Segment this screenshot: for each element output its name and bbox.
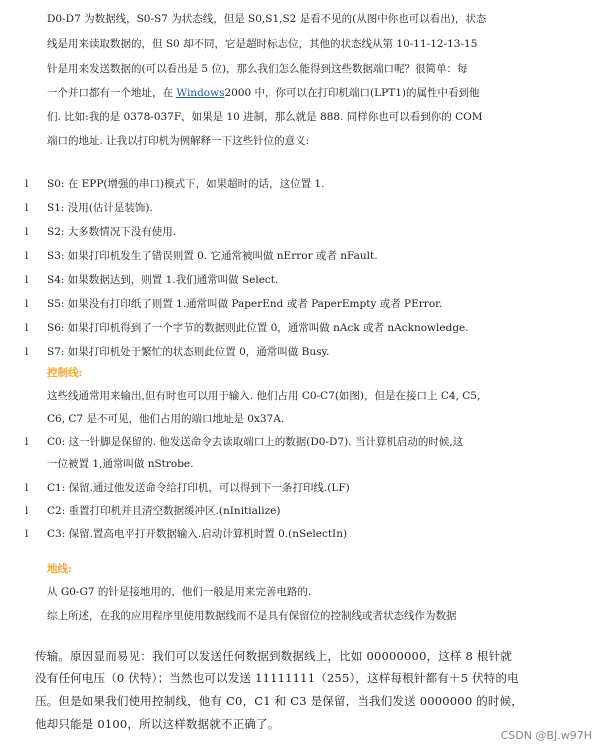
control-item-c3: C3: 保留.置高电平打开数据输入.启动计算机时置 0.(nSelectIn) bbox=[47, 528, 348, 540]
intro-line-4-post: 2000 中，你可以在打印机端口(LPT1)的属性中看到他 bbox=[224, 87, 480, 99]
intro-line-5: 们. 比如:我的是 0378-037F，如果是 10 进制，那么就是 888. 同样你也可以看到你的 COM bbox=[47, 111, 483, 123]
bullet: l bbox=[25, 436, 29, 448]
bullet: l bbox=[25, 505, 29, 517]
intro-line-4 bbox=[47, 86, 479, 100]
status-item-s2: S2: 大多数情况下没有使用. bbox=[47, 226, 177, 238]
control-item-c0-line-2: 一位被置 1,通常叫做 nStrobe. bbox=[47, 458, 194, 470]
bullet: l bbox=[25, 528, 29, 540]
intro-line-6: 端口的地址. 让我以打印机为例解释一下这些针位的意义: bbox=[47, 135, 310, 147]
windows-link[interactable]: Windows bbox=[176, 87, 225, 99]
ground-desc: 从 G0-G7 的针是接地用的，他们一般是用来完善电路的. bbox=[47, 586, 312, 598]
intro-line-1: D0-D7 为数据线，S0-S7 为状态线，但是 S0,S1,S2 是看不见的(从图中你也可以看出)，状态 bbox=[47, 13, 487, 25]
transfer-line-1: 传输。原因显而易见：我们可以发送任何数据到数据线上，比如 00000000，这样 8 根针就 bbox=[35, 649, 513, 663]
intro-line-3: 针是用来发送数据的(可以看出是 5 位)，那么我们怎么能得到这些数据端口呢？很简单：每 bbox=[47, 63, 468, 75]
transfer-line-4: 他却只能是 0100，所以这样数据就不正确了。 bbox=[35, 717, 280, 731]
status-item-s4: S4: 如果数据达到，则置 1.我们通常叫做 Select. bbox=[47, 274, 279, 286]
control-item-c0-line-1: C0: 这一针脚是保留的. 他发送命令去读取端口上的数据(D0-D7). 当计算机启动的时候,这 bbox=[47, 436, 464, 448]
bullet: l bbox=[25, 322, 29, 334]
status-item-s3: S3: 如果打印机发生了错误则置 0. 它通常被叫做 nError 或者 nFault. bbox=[47, 250, 378, 262]
intro-line-2: 线是用来读取数据的，但 S0 却不同，它是超时标志位，其他的状态线从第 10-11-12-13-15 bbox=[47, 38, 478, 50]
status-item-s5: S5: 如果没有打印纸了则置 1.通常叫做 PaperEnd 或者 PaperEmpty 或者 PError. bbox=[47, 298, 443, 310]
transfer-line-2: 没有任何电压（0 伏特）；当然也可以发送 11111111（255），这样每根针都有＋5 伏特的电 bbox=[35, 671, 519, 685]
intro-line-4-pre: 一个并口都有一个地址，在 bbox=[47, 87, 177, 99]
bullet: l bbox=[25, 482, 29, 494]
status-item-s1: S1: 没用(估计是装饰). bbox=[47, 202, 153, 214]
control-item-c1: C1: 保留.通过他发送命令给打印机，可以得到下一条打印线.(LF) bbox=[47, 482, 350, 494]
ground-heading: 地线: bbox=[47, 563, 72, 575]
bullet: l bbox=[25, 250, 29, 262]
bullet: l bbox=[25, 226, 29, 238]
status-item-s7: S7: 如果打印机处于繁忙的状态则此位置 0，通常叫做 Busy. bbox=[47, 346, 330, 358]
status-item-s0: S0: 在 EPP(增强的串口)模式下，如果超时的话，这位置 1. bbox=[47, 178, 325, 190]
control-heading: 控制线: bbox=[47, 367, 83, 379]
bullet: l bbox=[25, 178, 29, 190]
transfer-line-3: 压。但是如果我们使用控制线，他有 C0，C1 和 C3 是保留，当我们发送 0000000 的时候， bbox=[35, 694, 523, 708]
bullet: l bbox=[25, 202, 29, 214]
control-item-c2: C2: 重置打印机并且清空数据缓冲区.(nInitialize) bbox=[47, 505, 281, 517]
bullet: l bbox=[25, 346, 29, 358]
ground-summary: 综上所述，在我的应用程序里使用数据线而不是具有保留位的控制线或者状态线作为数据 bbox=[47, 610, 457, 622]
status-item-s6: S6: 如果打印机得到了一个字节的数据则此位置 0，通常叫做 nAck 或者 nAcknowledge. bbox=[47, 322, 469, 334]
bullet: l bbox=[25, 298, 29, 310]
csdn-watermark: CSDN @BJ.w97H bbox=[500, 729, 592, 742]
control-desc-1: 这些线通常用来输出,但有时也可以用于输入. 他们占用 C0-C7(如图)，但是在接口上 C4, C5, bbox=[47, 390, 481, 402]
bullet: l bbox=[25, 274, 29, 286]
control-desc-2: C6, C7 是不可见，他们占用的端口地址是 0x37A. bbox=[47, 413, 285, 425]
